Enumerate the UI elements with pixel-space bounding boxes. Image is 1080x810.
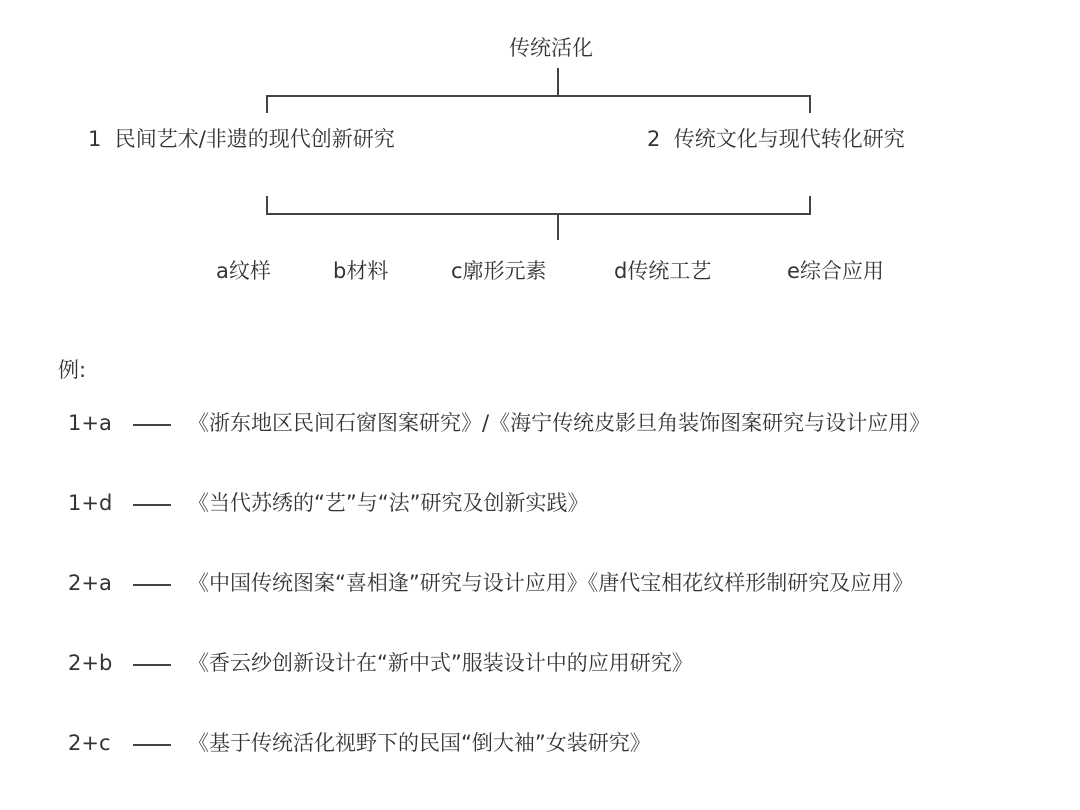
connector-line — [809, 196, 811, 214]
connector-line — [557, 68, 559, 95]
example-title: 《当代苏绣的“艺”与“法”研究及创新实践》 — [188, 491, 589, 515]
example-title: 《香云纱创新设计在“新中式”服装设计中的应用研究》 — [188, 651, 693, 675]
branch-number: 1 — [88, 127, 102, 151]
example-title: 《中国传统图案“喜相逢”研究与设计应用》《唐代宝相花纹样形制研究及应用》 — [188, 571, 914, 595]
connector-line — [266, 196, 268, 214]
example-code: 2+c — [68, 731, 111, 755]
dash-separator — [133, 424, 171, 426]
example-code: 2+a — [68, 571, 112, 595]
branch-2 — [647, 129, 905, 150]
branch-1 — [88, 129, 395, 150]
connector-line — [266, 213, 811, 215]
branch-number: 2 — [647, 127, 661, 151]
example-code: 1+a — [68, 411, 112, 435]
example-code: 2+b — [68, 651, 113, 675]
category-c: c廓形元素 — [451, 259, 547, 283]
example-heading: 例: — [58, 358, 87, 382]
example-row — [0, 413, 1080, 437]
example-title: 《基于传统活化视野下的民国“倒大袖”女装研究》 — [188, 731, 651, 755]
category-a: a纹样 — [216, 259, 271, 283]
example-title: 《浙东地区民间石窗图案研究》/《海宁传统皮影旦角装饰图案研究与设计应用》 — [188, 411, 931, 435]
branch-label: 民间艺术/非遗的现代创新研究 — [114, 127, 395, 151]
example-row — [0, 653, 1080, 677]
example-row — [0, 733, 1080, 757]
category-e: e综合应用 — [787, 259, 884, 283]
category-b: b材料 — [333, 259, 389, 283]
example-code: 1+d — [68, 491, 113, 515]
connector-line — [557, 213, 559, 240]
branch-label: 传统文化与现代转化研究 — [673, 127, 905, 151]
dash-separator — [133, 584, 171, 586]
connector-line — [809, 95, 811, 113]
dash-separator — [133, 504, 171, 506]
connector-line — [266, 95, 268, 113]
dash-separator — [133, 744, 171, 746]
example-row — [0, 493, 1080, 517]
example-row — [0, 573, 1080, 597]
dash-separator — [133, 664, 171, 666]
category-d: d传统工艺 — [614, 259, 712, 283]
connector-line — [266, 95, 811, 97]
root-node: 传统活化 — [509, 36, 593, 60]
